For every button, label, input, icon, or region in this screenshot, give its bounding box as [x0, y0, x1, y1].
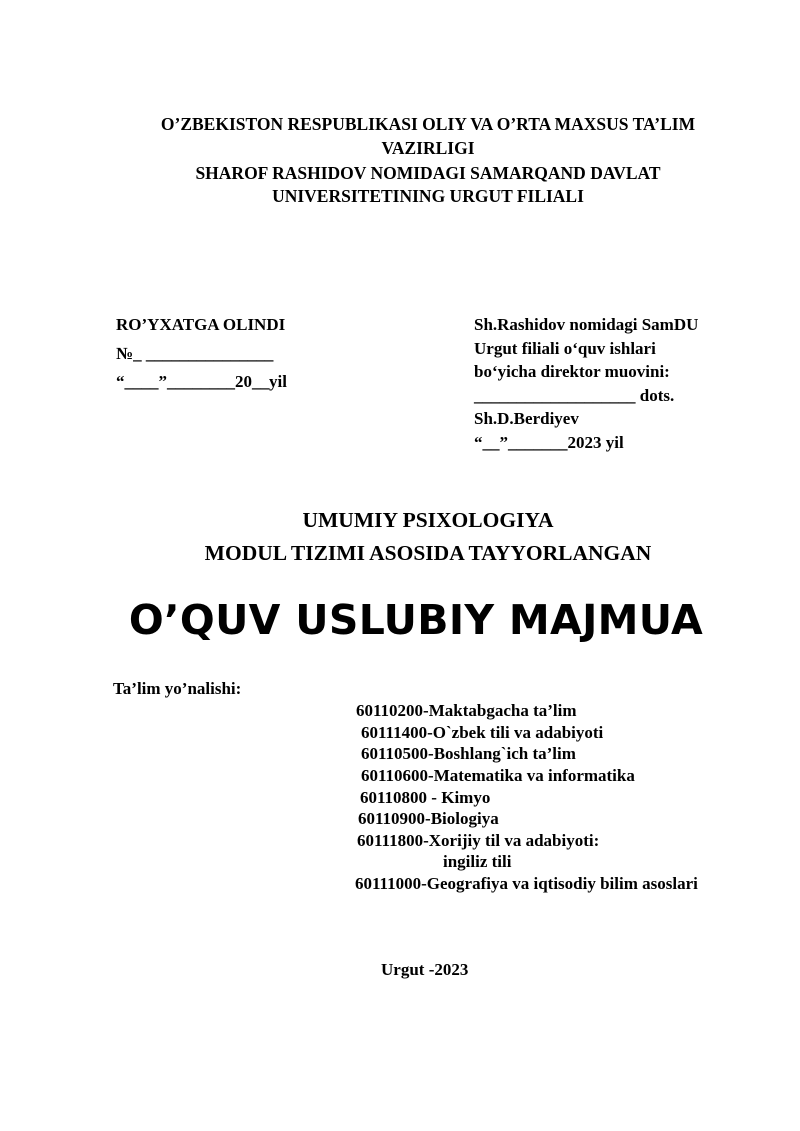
subject-title: UMUMIY PSIXOLOGIYA [302, 508, 554, 532]
ministry-heading-line2: VAZIRLIGI [381, 138, 475, 158]
direction-item: 60110900-Biologiya [358, 809, 499, 828]
approval-date: “__”_______2023 yil [474, 432, 624, 452]
direction-item: 60110500-Boshlang`ich ta’lim [361, 744, 576, 763]
registration-date: “____”________20__yil [116, 372, 287, 391]
document-title: O’QUV USLUBIY MAJMUA [128, 596, 704, 644]
directions-label: Ta’lim yo’nalishi: [113, 679, 242, 698]
place-year: Urgut -2023 [381, 960, 469, 979]
approval-line-1: Sh.Rashidov nomidagi SamDU [474, 315, 699, 334]
approval-block [474, 313, 698, 454]
direction-item: 60111000-Geografiya va iqtisodiy bilim asoslari [355, 874, 698, 893]
subject-subtitle: MODUL TIZIMI ASOSIDA TAYYORLANGAN [204, 541, 652, 565]
approval-signature-line: ___________________ dots. [474, 385, 675, 405]
direction-item-continuation: ingiliz tili [443, 852, 512, 871]
university-heading-line2: UNIVERSITETINING URGUT FILIALI [272, 186, 584, 206]
direction-item: 60111400-O`zbek tili va adabiyoti [361, 723, 604, 742]
registration-number: №_ _______________ [116, 344, 274, 363]
university-heading-line1: SHAROF RASHIDOV NOMIDAGI SAMARQAND DAVLAT [195, 163, 661, 183]
registration-title: RO’YXATGA OLINDI [116, 315, 286, 334]
direction-item: 60110600-Matematika va informatika [361, 766, 635, 785]
ministry-heading-line1: O’ZBEKISTON RESPUBLIKASI OLIY VA O’RTA MAXSUS TA’LIM [160, 114, 696, 134]
registration-block [116, 313, 287, 394]
direction-item: 60111800-Xorijiy til va adabiyoti: [357, 831, 600, 850]
direction-item: 60110800 - Kimyo [360, 788, 491, 807]
approval-line-2: Urgut filiali o‘quv ishlari [474, 338, 656, 358]
direction-item: 60110200-Maktabgacha ta’lim [356, 701, 577, 720]
approval-name: Sh.D.Berdiyev [474, 409, 579, 428]
approval-line-3: bo‘yicha direktor muovini: [474, 362, 670, 381]
